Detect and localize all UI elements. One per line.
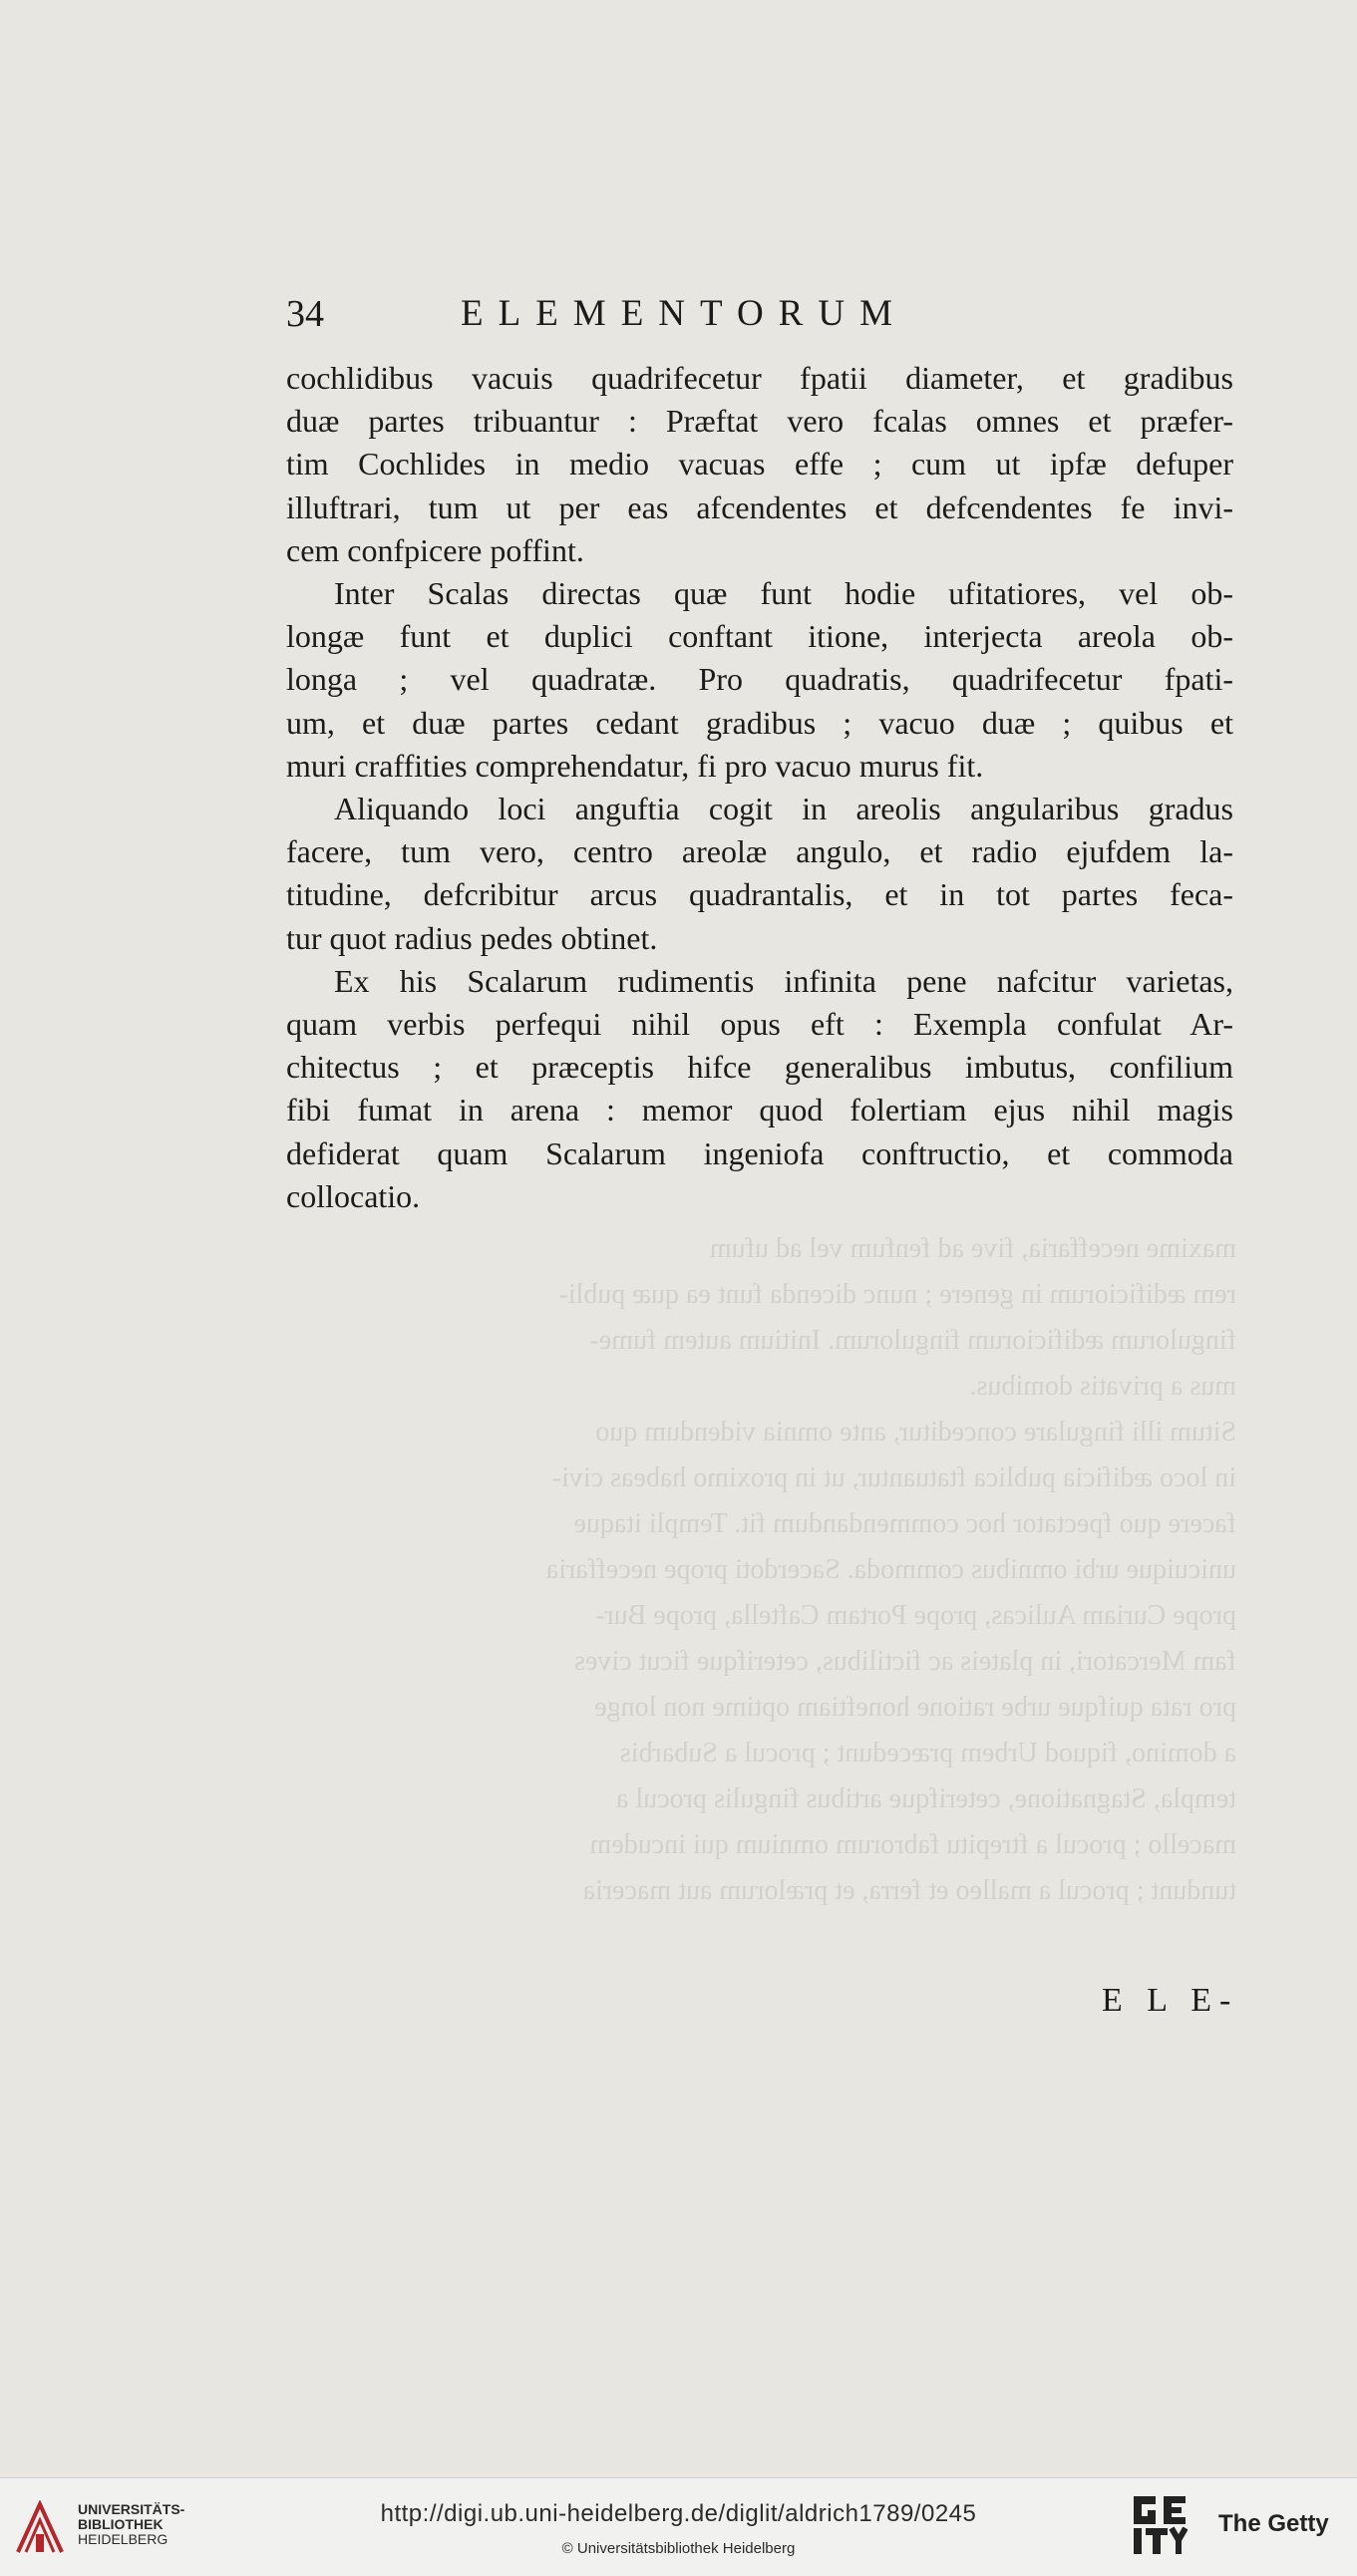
text-line: muri craffities comprehendatur, fi pro vacuo murus fit. — [286, 747, 984, 784]
text-line: um, et duæ partes cedant gradibus ; vacuo duæ ; quibus et — [286, 704, 1233, 741]
getty-logo-icon — [1132, 2494, 1187, 2556]
text-line: duæ partes tribuantur : Præftat vero fcalas omnes et præfer- — [286, 403, 1233, 440]
text-line: longa ; vel quadratæ. Pro quadratis, quadrifecetur fpati- — [286, 661, 1233, 698]
catchword: E L E- — [1102, 1982, 1239, 2019]
paragraph-3 — [286, 788, 1233, 960]
partner-name: The Getty — [1218, 2510, 1329, 2537]
text-line: tur quot radius pedes obtinet. — [286, 919, 658, 956]
text-line: longæ funt et duplici conftant itione, interjecta areola ob- — [286, 618, 1233, 655]
text-line: Inter Scalas directas quæ funt hodie ufitatiores, vel ob- — [334, 575, 1233, 612]
paragraph-1 — [286, 357, 1233, 572]
text-line: cem confpicere poffint. — [286, 531, 584, 568]
copyright-notice: © Universitätsbibliothek Heidelberg — [561, 2540, 796, 2557]
text-line: collocatio. — [286, 1177, 421, 1214]
text-line: Aliquando loci anguftia cogit in areolis angularibus gradus — [334, 791, 1233, 827]
paragraph-2 — [286, 572, 1233, 788]
page-header — [286, 289, 1233, 339]
institution-name: UNIVERSITÄTS- BIBLIOTHEK HEIDELBERG — [78, 2501, 185, 2547]
body-text — [286, 357, 1233, 1218]
text-line: defiderat quam Scalarum ingeniofa conftructio, et commoda — [286, 1134, 1233, 1171]
paragraph-4 — [286, 960, 1233, 1218]
text-line: fibi fumat in arena : memor quod folertiam ejus nihil magis — [286, 1092, 1233, 1128]
text-line: titudine, defcribitur arcus quadrantalis, et in tot partes feca- — [286, 876, 1233, 913]
viewer-footer — [0, 2477, 1357, 2576]
page-number: 34 — [286, 293, 324, 335]
text-line: tim Cochlides in medio vacuas effe ; cum ut ipfæ defuper — [286, 446, 1233, 483]
running-title: ELEMENTORUM — [461, 293, 907, 334]
text-line: chitectus ; et præceptis hifce generalibus imbutus, confilium — [286, 1049, 1233, 1086]
text-line: cochlidibus vacuis quadrifecetur fpatii diameter, et gradibus — [286, 360, 1233, 396]
text-line: quam verbis perfequi nihil opus eft : Exempla confulat Ar- — [286, 1006, 1233, 1043]
show-through-text: maxime neceffaria, five ad fenfum vel ad ufum rem ædificiorum in genere ; nunc dicenda funt ea quæ publi- fingulorum ædificiorum fingulorum. Initium autem fume- mus a privatis domibus. Situm illi fingulare conceditur, ante omnia videndum quo in loco ædificia publica ftatuantur, ut in proximo habeas civi- facere quo fpectator hoc commendandum fit. Templi itaque unicuique urbi omnibus commoda. Sacerdoti prope neceffaria prope Curiam Aulicas, prope Portam Caftella, prope Bur- fam Mercatori, in plateis ac fictilibus, ceterifque ficut cives pro rata quifque urbe ratione honeftiam optime non longe a domino, fiquod Urbem præcedunt ; procul a Subarbis templa, Stagnatione, ceterifque artibus fingulis procul a macello ; procul a ftrepitu fabrorum omnium qui incudem tundunt ; procul a malleo et ferra, et prælorum aut maceria — [545, 1233, 1236, 1906]
permalink-url[interactable]: http://digi.ub.uni-heidelberg.de/diglit/aldrich1789/0245 — [380, 2500, 977, 2527]
text-line: facere, tum vero, centro areolæ angulo, et radio ejufdem la- — [286, 833, 1233, 870]
text-line: Ex his Scalarum rudimentis infinita pene nafcitur varietas, — [334, 962, 1233, 999]
text-line: illuftrari, tum ut per eas afcendentes et defcendentes fe invi- — [286, 488, 1233, 525]
